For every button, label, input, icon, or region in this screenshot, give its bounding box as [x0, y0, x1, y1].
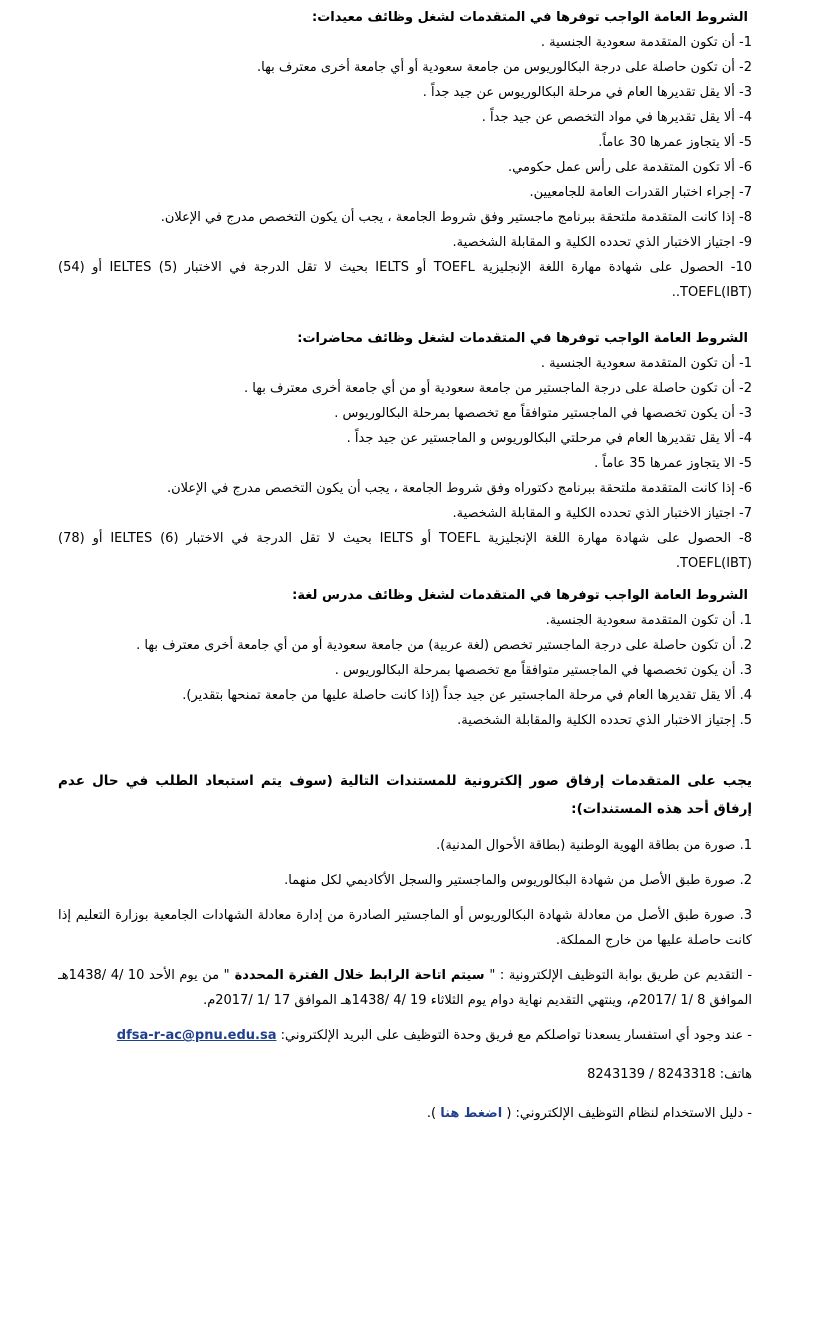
- guide-suffix: ).: [426, 1106, 441, 1121]
- list-item: 4- ألا يقل تقديرها العام في مرحلتي البكالوريوس و الماجستير عن جيد جداً .: [346, 431, 752, 446]
- list-item: 8- الحصول على شهادة مهارة اللغة الإنجليزية TOEFL أو IELTS بحيث لا تقل الدرجة في الاختبار IELTES (6) أو (78) TOEFL(IBT).: [58, 531, 752, 571]
- list-item: 2- أن تكون حاصلة على درجة الماجستير من جامعة سعودية أو من أي جامعة أخرى معترف بها .: [244, 381, 752, 396]
- section-heading: الشروط العامة الواجب توفرها في المتقدمات لشغل وظائف معيدات:: [312, 10, 748, 25]
- documents-heading: يجب على المتقدمات إرفاق صور إلكترونية للمستندات التالية (سوف يتم استبعاد الطلب في حال عدم إرفاق أحد هذه المستندات):: [58, 773, 752, 817]
- list-item: 3. أن يكون تخصصها في الماجستير متوافقاً مع تخصصها بمرحلة البكالوريوس .: [334, 663, 752, 678]
- list-item: 2. أن تكون حاصلة على درجة الماجستير تخصص (لغة عربية) من جامعة سعودية أو من أي جامعة أخرى معترف بها .: [136, 638, 752, 653]
- list-item: 3- أن يكون تخصصها في الماجستير متوافقاً مع تخصصها بمرحلة البكالوريوس .: [334, 406, 752, 421]
- list-item: 8- إذا كانت المتقدمة ملتحقة ببرنامج ماجستير وفق شروط الجامعة ، يجب أن يكون التخصص مدرج في الإعلان.: [160, 210, 752, 225]
- section-required-documents: [58, 767, 752, 953]
- list-item: 3- ألا يقل تقديرها العام في مرحلة البكالوريوس عن جيد جداً .: [422, 85, 752, 100]
- list-item: 4- ألا يقل تقديرها في مواد التخصص عن جيد جداً .: [481, 110, 752, 125]
- section-heading: الشروط العامة الواجب توفرها في المتقدمات لشغل وظائف مدرس لغة:: [292, 588, 748, 603]
- list-item: 4. ألا يقل تقديرها العام في مرحلة الماجستير عن جيد جداً (إذا كانت حاصلة عليها من جامعة تمنحها بتقدير).: [182, 688, 752, 703]
- list-item: 10- الحصول على شهادة مهارة اللغة الإنجليزية TOEFL أو IELTS بحيث لا تقل الدرجة في الاختبار IELTES (5) أو (54) TOEFL(IBT)..: [58, 260, 752, 300]
- list-item: 1- أن تكون المتقدمة سعودية الجنسية .: [540, 356, 752, 371]
- guide-info: [58, 1101, 752, 1126]
- section-teaching-assistants: [58, 6, 752, 305]
- list-item: 5- ألا يتجاوز عمرها 30 عاماً.: [598, 135, 752, 150]
- list-item: 6- إذا كانت المتقدمة ملتحقة ببرنامج دكتوراه وفق شروط الجامعة ، يجب أن يكون التخصص مدرج في الإعلان.: [166, 481, 752, 496]
- list-item: 2- أن تكون حاصلة على درجة البكالوريوس من جامعة سعودية أو أي جامعة أخرى معترف بها.: [257, 60, 752, 75]
- list-item: 2. صورة طبق الأصل من شهادة البكالوريوس والماجستير والسجل الأكاديمي لكل منهما.: [284, 873, 752, 888]
- contact-info: [58, 1023, 752, 1048]
- list-item: 1. صورة من بطاقة الهوية الوطنية (بطاقة الأحوال المدنية).: [436, 838, 752, 853]
- section-heading: الشروط العامة الواجب توفرها في المتقدمات لشغل وظائف محاضرات:: [297, 331, 748, 346]
- list-item: 7- إجراء اختبار القدرات العامة للجامعيين.: [529, 185, 752, 200]
- contact-email-link[interactable]: dfsa-r-ac@pnu.edu.sa: [116, 1028, 277, 1043]
- application-suffix: " من يوم الأحد 10 /4 /1438هـ الموافق 8 /1 /2017م، وينتهي التقديم نهاية دوام يوم الثلاثاء 19 /4 /1438هـ الموافق 17 /1 /2017م.: [58, 968, 752, 1008]
- phone-info: هاتف: 8243318 / 8243139: [587, 1067, 752, 1082]
- list-item: 9- اجتياز الاختبار الذي تحدده الكلية و المقابلة الشخصية.: [452, 235, 752, 250]
- application-highlight: سيتم اتاحة الرابط خلال الفترة المحددة: [229, 968, 490, 983]
- contact-text: - عند وجود أي استفسار يسعدنا تواصلكم مع فريق وحدة التوظيف على البريد الإلكتروني:: [276, 1028, 752, 1043]
- list-item: 7- اجتياز الاختبار الذي تحدده الكلية و المقابلة الشخصية.: [452, 506, 752, 521]
- list-item: 1. أن تكون المتقدمة سعودية الجنسية.: [545, 613, 752, 628]
- list-item: 5. إجتياز الاختبار الذي تحدده الكلية والمقابلة الشخصية.: [457, 713, 752, 728]
- application-prefix: - التقديم عن طريق بوابة التوظيف الإلكترونية : ": [489, 968, 752, 983]
- click-here-link[interactable]: اضغط هنا: [440, 1106, 503, 1121]
- application-info: [58, 963, 752, 1013]
- list-item: 5- الا يتجاوز عمرها 35 عاماً .: [594, 456, 752, 471]
- list-item: 3. صورة طبق الأصل من معادلة شهادة البكالوريوس أو الماجستير الصادرة من إدارة معادلة الشهادات الجامعية بوزارة التعليم إذا كانت حاصلة عليها من خارج المملكة.: [58, 908, 752, 948]
- section-language-instructors: [58, 584, 752, 733]
- section-lecturers: [58, 327, 752, 576]
- guide-prefix: - دليل الاستخدام لنظام التوظيف الإلكتروني: (: [502, 1106, 752, 1121]
- list-item: 6- ألا تكون المتقدمة على رأس عمل حكومي.: [508, 160, 752, 175]
- list-item: 1- أن تكون المتقدمة سعودية الجنسية .: [540, 35, 752, 50]
